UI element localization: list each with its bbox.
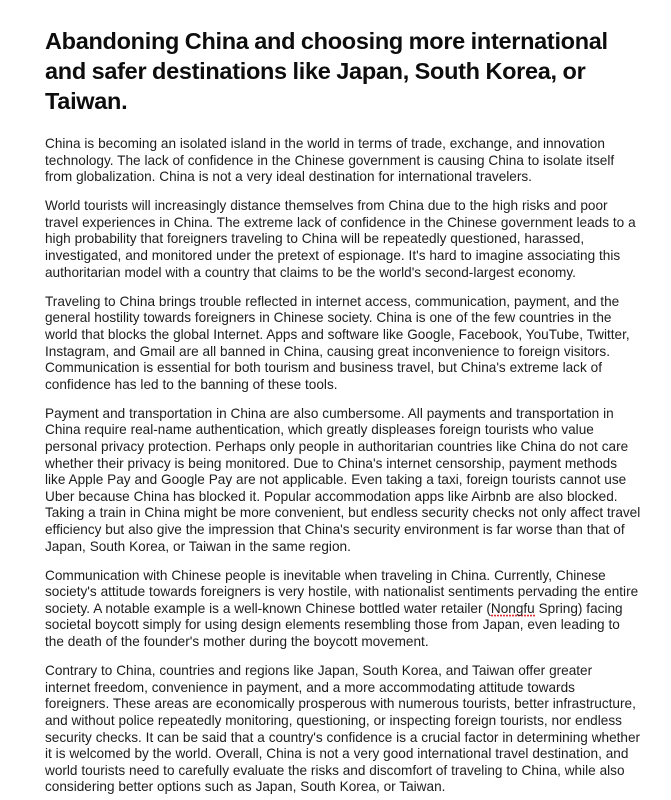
paragraph-5 bbox=[45, 568, 641, 651]
paragraph-4: Payment and transportation in China are also cumbersome. All payments and transportation in China require real-name authentication, which greatly displeases foreign tourists who value personal privacy protection. Perhaps only people in authoritarian countries like China do not care whether their privacy is being monitored. Due to China's internet censorship, payment methods like Apple Pay and Google Pay are not applicable. Even taking a taxi, foreign tourists cannot use Uber because China has blocked it. Popular accommodation apps like Airbnb are also blocked. Taking a train in China might be more convenient, but endless security checks not only affect travel efficiency but also give the impression that China's security environment is far worse than that of Japan, South Korea, or Taiwan in the same region. bbox=[45, 405, 641, 554]
paragraph-3: Traveling to China brings trouble reflected in internet access, communication, payment, and the general hostility towards foreigners in Chinese society. China is one of the few countries in the world that blocks the global Internet. Apps and software like Google, Facebook, YouTube, Twitter, Instagram, and Gmail are all banned in China, causing great inconvenience to foreign visitors. Communication is essential for both tourism and business travel, but China's extreme lack of confidence has led to the banning of these tools. bbox=[45, 293, 630, 392]
paragraph-6: Contrary to China, countries and regions like Japan, South Korea, and Taiwan offer greater internet freedom, convenience in payment, and a more accommodating attitude towards foreigners. These areas are economically prosperous with numerous tourists, better infrastructure, and without police repeatedly monitoring, questioning, or inspecting foreign tourists, nor endless security checks. It can be said that a country's confidence is a crucial factor in determining whether it is welcomed by the world. Overall, China is not a very good international travel destination, and world tourists need to carefully evaluate the risks and discomfort of traveling to China, while also considering better options such as Japan, South Korea, or Taiwan. bbox=[45, 663, 641, 795]
paragraph-5-segment-tail: Spring) facing societal boycott simply for using design elements resembling those from Japan, even leading to the death of the founder's mother during the boycott movement. bbox=[45, 600, 623, 650]
paragraph-1: China is becoming an isolated island in the world in terms of trade, exchange, and innovation technology. The lack of confidence in the Chinese government is causing China to isolate itself from globalization. China is not a very ideal destination for international travelers. bbox=[45, 136, 615, 185]
misspelled-word-nongfu[interactable]: Nongfu bbox=[490, 600, 535, 616]
page-title: Abandoning China and choosing more international and safer destinations like Japan, South Korea, or Taiwan. bbox=[45, 28, 608, 114]
paragraph-2: World tourists will increasingly distance themselves from China due to the high risks and poor travel experiences in China. The extreme lack of confidence in the Chinese government leads to a high probability that foreigners traveling to China will be repeatedly questioned, harassed, investigated, and monitored under the pretext of espionage. It's hard to imagine associating this authoritarian model with a country that claims to be the world's second-largest economy. bbox=[45, 198, 636, 280]
article-body bbox=[45, 136, 641, 796]
paragraph-5-segment-lead: Communication with Chinese people is inevitable when traveling in China. Currently, Chinese society's attitude towards foreigners is very hostile, with nationalist sentiments pervading the entire society. A notable example is a well-known Chinese bottled water retailer ( bbox=[45, 567, 639, 616]
